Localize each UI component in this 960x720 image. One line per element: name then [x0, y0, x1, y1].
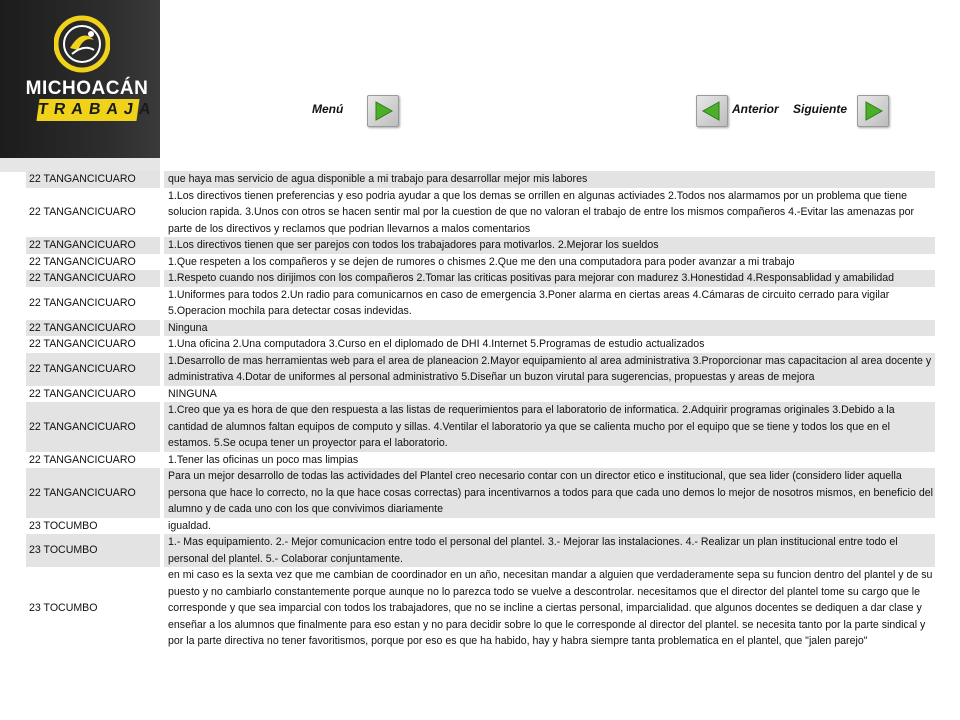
- table-row: [26, 468, 935, 518]
- table-row: [26, 534, 935, 567]
- row-location: 22 TANGANCICUARO: [26, 237, 162, 254]
- table-row: [26, 386, 935, 403]
- logo-subtitle: TRABAJA: [36, 99, 139, 121]
- comments-table: [26, 171, 935, 650]
- row-location: 22 TANGANCICUARO: [26, 320, 162, 337]
- table-row: [26, 188, 935, 238]
- row-comment: 1.Los directivos tienen que ser parejos con todos los trabajadores para motivarlos. 2.Mejorar los sueldos: [162, 237, 935, 254]
- row-comment: igualdad.: [162, 518, 935, 535]
- row-location: 22 TANGANCICUARO: [26, 171, 162, 188]
- row-comment: 1.Una oficina 2.Una computadora 3.Curso en el diplomado de DHI 4.Internet 5.Programas de estudio actualizados: [162, 336, 935, 353]
- row-comment: 1.Respeto cuando nos dirijimos con los compañeros 2.Tomar las criticas positivas para mejorar con madurez 3.Honestidad 4.Responsablidad y amabilidad: [162, 270, 935, 287]
- table-row: [26, 518, 935, 535]
- row-comment: Para un mejor desarrollo de todas las actividades del Plantel creo necesario contar con un director etico e institucional, que sea lider (considero lider aquella persona que hace lo correcto, no la que hace cosas correctas) para incentivarnos a todos para que cada uno demos lo mejor de nosotros mismos, en beneficio del alumno y de cada uno con los que convivimos diariamente: [162, 468, 935, 518]
- logo-title: MICHOACÁN: [25, 78, 149, 99]
- next-label[interactable]: Siguiente: [793, 102, 848, 116]
- row-comment: NINGUNA: [162, 386, 935, 403]
- row-comment: 1.Desarrollo de mas herramientas web para el area de planeacion 2.Mayor equipamiento al area administrativa 3.Proporcionar mas capacitacion al area docente y administrativa 4.Dotar de uniformes al personal administrativo 5.Diseñar un buzon virutal para sugerencias, propuestas y areas de mejora: [162, 353, 935, 386]
- row-comment: 1.Creo que ya es hora de que den respuesta a las listas de requerimientos para el laboratorio de informatica. 2.Adquirir programas originales 3.Debido a la cantidad de alumnos faltan equipos de computo y sillas. 4.Ventilar el laboratorio ya que se calienta mucho por el equipo que se tiene y todos los que en el estamos. 5.Se ocupa tener un proyector para el laboratorio.: [162, 402, 935, 452]
- table-row: [26, 254, 935, 271]
- table-row: [26, 320, 935, 337]
- row-location: 22 TANGANCICUARO: [26, 254, 162, 271]
- row-location: 22 TANGANCICUARO: [26, 468, 162, 518]
- row-comment: en mi caso es la sexta vez que me cambian de coordinador en un año, necesitan mandar a alguien que verdaderamente sepa su funcion dentro del plantel y de su puesto y no cambiarlo constantemente porque aunque no lo parezca todo se vuelve a descontrolar. necesitamos que el director del plantel tome su cargo que le corresponde y que sea imparcial con todos los trabajadores, que no se incline a ciertas personal, imparcialidad. que algunos docentes se dediquen a dar clase y enseñar a los alumnos que finalmente para eso estan y no para decidir sobre lo que le corresponde al director del plantel. se necesita tanto por la parte sindical y por la parte directiva no tener favoritismos, porque por eso es que ha habido, hay y habra siempre tanta problematica en el plantel, que "jalen parejo": [162, 567, 935, 650]
- row-location: 23 TOCUMBO: [26, 534, 162, 567]
- row-location: 22 TANGANCICUARO: [26, 353, 162, 386]
- table-row: [26, 287, 935, 320]
- row-location: 22 TANGANCICUARO: [26, 452, 162, 469]
- row-comment: Ninguna: [162, 320, 935, 337]
- row-comment: 1.Tener las oficinas un poco mas limpias: [162, 452, 935, 469]
- row-location: 22 TANGANCICUARO: [26, 336, 162, 353]
- menu-label: Menú: [312, 102, 344, 116]
- table-row: [26, 567, 935, 650]
- sidebar-footer: [0, 158, 160, 172]
- brand-sidebar: [0, 0, 160, 158]
- row-comment: 1.Los directivos tienen preferencias y eso podria ayudar a que los demas se orrillen en algunas activiades 2.Todos nos alarmamos por un problema que tiene solucion rapida. 3.Unos con otros se hacen sentir mal por la cuestion de que no valoran el trabajo de entre los mismos compañeros 4.-Evitar las amenazas por parte de los directivos y reclamos que podrian llevarnos a malos comentarios: [162, 188, 935, 238]
- previous-label[interactable]: Anterior: [732, 102, 779, 116]
- arrow-right-icon: [372, 100, 394, 122]
- table-row: [26, 270, 935, 287]
- row-location: 22 TANGANCICUARO: [26, 188, 162, 238]
- row-comment: 1.Uniformes para todos 2.Un radio para comunicarnos en caso de emergencia 3.Poner alarma en ciertas areas 4.Cámaras de circuito cerrado para vigilar 5.Operacion mochila para detectar cosas indevidas.: [162, 287, 935, 320]
- row-comment: 1.- Mas equipamiento. 2.- Mejor comunicacion entre todo el personal del plantel. 3.- Mejorar las instalaciones. 4.- Realizar un plan institucional entre todo el personal del plantel. 5.- Colaborar conjuntamente.: [162, 534, 935, 567]
- row-location: 23 TOCUMBO: [26, 518, 162, 535]
- table-row: [26, 171, 935, 188]
- row-location: 23 TOCUMBO: [26, 567, 162, 650]
- table-row: [26, 452, 935, 469]
- michoacan-emblem-icon: [54, 14, 110, 74]
- row-location: 22 TANGANCICUARO: [26, 386, 162, 403]
- row-location: 22 TANGANCICUARO: [26, 287, 162, 320]
- arrow-left-icon: [701, 100, 723, 122]
- navigation-bar: [160, 0, 960, 158]
- table-row: [26, 336, 935, 353]
- table-row: [26, 402, 935, 452]
- menu-button[interactable]: [367, 95, 399, 127]
- row-location: 22 TANGANCICUARO: [26, 402, 162, 452]
- previous-button[interactable]: [696, 95, 728, 127]
- row-location: 22 TANGANCICUARO: [26, 270, 162, 287]
- table-row: [26, 237, 935, 254]
- next-button[interactable]: [857, 95, 889, 127]
- arrow-right-icon: [862, 100, 884, 122]
- table-row: [26, 353, 935, 386]
- row-comment: que haya mas servicio de agua disponible a mi trabajo para desarrollar mejor mis labores: [162, 171, 935, 188]
- row-comment: 1.Que respeten a los compañeros y se dejen de rumores o chismes 2.Que me den una computadora para poder avanzar a mi trabajo: [162, 254, 935, 271]
